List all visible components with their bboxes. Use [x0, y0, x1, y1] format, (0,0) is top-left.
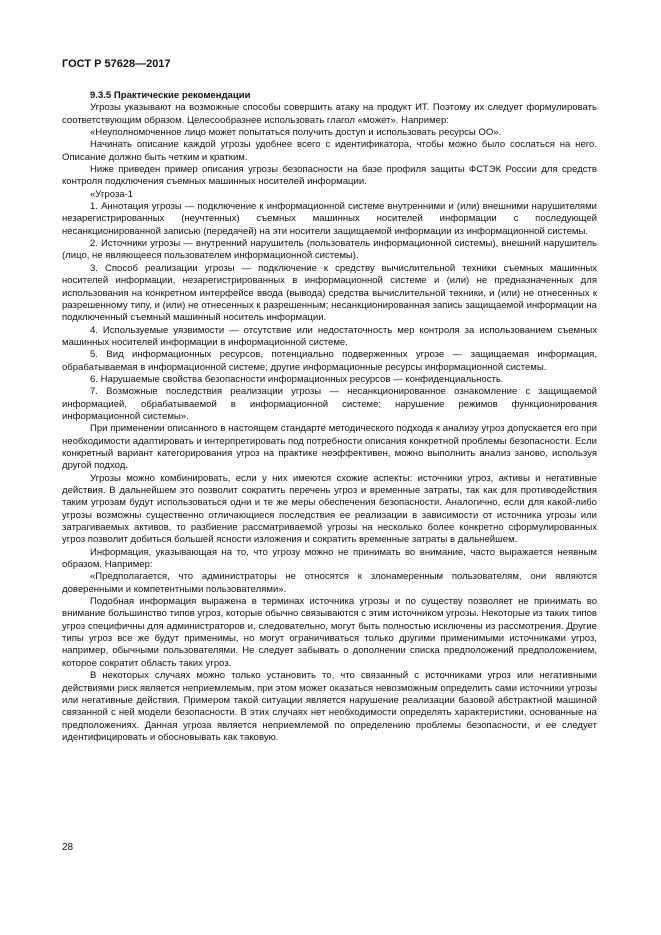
- paragraph: При применении описанного в настоящем стандарте методического подхода к анализу угроз допускается его при необходимости адаптировать и интерпретировать под потребности описания конкретной проблемы безопасности. Если конкретный вариант категорирования угроз на практике неэффективен, можно выполнить анализ заново, используя другой подход.: [62, 423, 597, 472]
- paragraph: Ниже приведен пример описания угрозы безопасности на базе профиля защиты ФСТЭК России для средств контроля подключения съемных машинных носителей информации.: [62, 164, 597, 188]
- paragraph: Угрозы можно комбинировать, если у них имеются схожие аспекты: источники угроз, активы и негативные действия. В дальнейшем это позволит сократить перечень угроз и временные затраты, так как для противодействия таким угрозам будут использоваться одни и те же меры обеспечения безопасности. Аналогично, если для какой-либо угрозы возможны существенно отличающиеся последствия ее реализации в зависимости от источника угрозы или затрагиваемых активов, то разбиение рассматриваемой угрозы на несколько более конкретно сформулированных угроз позволит добиться большей ясности изложения и сократить временные затраты в дальнейшем.: [62, 472, 597, 546]
- paragraph: «Неуполномоченное лицо может попытаться получить доступ и использовать ресурсы ОО».: [90, 127, 502, 139]
- paragraph: Подобная информация выражена в терминах источника угрозы и по существу позволяет не принимать во внимание большинство типов угроз, которые обычно связываются с этим источником угрозы. Некоторые из таких типов угроз специфичны для администраторов и, следовательно, могут быть полностью исключены из рассмотрения. Другие типы угроз все же будут применимы, но могут ограничиваться только другими применимыми источниками угроз, например, обычными пользователями. Не следует забывать о дополнении списка предположений предположением, которое сократит область таких угроз.: [62, 596, 597, 669]
- page-number: 28: [62, 842, 74, 853]
- paragraph: 1. Аннотация угрозы — подключение к информационной системе внутренними и (или) внешними нарушителями незарегистрированных (неучтенных) съемных машинных носителей информации с последующей несанкционированной записью (передачей) на эти носители защищаемой информации из информационной системы.: [62, 201, 597, 237]
- paragraph: Начинать описание каждой угрозы удобнее всего с идентификатора, чтобы можно было сослаться на него. Описание должно быть четким и кратким.: [62, 139, 597, 163]
- paragraph: 4. Используемые уязвимости — отсутствие или недостаточность мер контроля за использованием съемных машинных носителей информации в информационной системе.: [62, 324, 597, 348]
- paragraph: «Угроза-1: [90, 188, 134, 200]
- paragraph: В некоторых случаях можно только установить то, что связанный с источниками угроз или негативными действиями риск является неприемлемым, при этом может оказаться невозможным определить сами источники угрозы или негативные действия. Примером такой ситуации является нарушение реализации базовой абстрактной машиной связанной с ней модели безопасности. В этих случаях нет необходимости определять характеристики, основанные на предположениях. Данная угроза является неприемлемой по определению проблемы безопасности, и ее следует идентифицировать и обосновывать как таковую.: [62, 670, 597, 743]
- paragraph: 7. Возможные последствия реализации угрозы — несанкционированное ознакомление с защищаемой информацией, обрабатываемой в информационной системе; нарушение режимов функционирования информационной системы».: [62, 386, 597, 422]
- paragraph: Угрозы указывают на возможные способы совершить атаку на продукт ИТ. Поэтому их следует формулировать соответствующим образом. Целесообразнее использовать глагол «может». Например:: [62, 102, 597, 126]
- paragraph: Информация, указывающая на то, что угрозу можно не принимать во внимание, часто выражается неявным образом. Например:: [62, 546, 597, 571]
- document-header: ГОСТ Р 57628—2017: [62, 58, 171, 70]
- paragraph: 6. Нарушаемые свойства безопасности информационных ресурсов — конфиденциальность.: [90, 373, 504, 385]
- section-title: 9.3.5 Практические рекомендации: [90, 90, 251, 101]
- paragraph: 2. Источники угрозы — внутренний нарушитель (пользователь информационной системы), внешний нарушитель (лицо, не являющееся пользователем информационной системы).: [62, 238, 597, 262]
- paragraph: 3. Способ реализации угрозы — подключение к средству вычислительной техники съемных машинных носителей информации, незарегистрированных в информационной системе и (или) не предназначенных для использования на конкретном интерфейсе ввода (вывода) средства вычислительной техники, и (или) не отнесенных к разрешенному типу, и (или) не отнесенных к разрешенным; несанкционированная запись защищаемой информации на подключенный съемный машинный носитель информации.: [62, 262, 597, 324]
- paragraph: 5. Вид информационных ресурсов, потенциально подверженных угрозе — защищаемая информация, обрабатываемая в информационной системе; другие информационные ресурсы информационной системы.: [62, 349, 597, 373]
- page-content: [62, 90, 597, 744]
- paragraph-list: [62, 102, 597, 744]
- paragraph: «Предполагается, что администраторы не относятся к злонамеренным пользователям, они являются доверенными и компетентными пользователями».: [62, 571, 597, 595]
